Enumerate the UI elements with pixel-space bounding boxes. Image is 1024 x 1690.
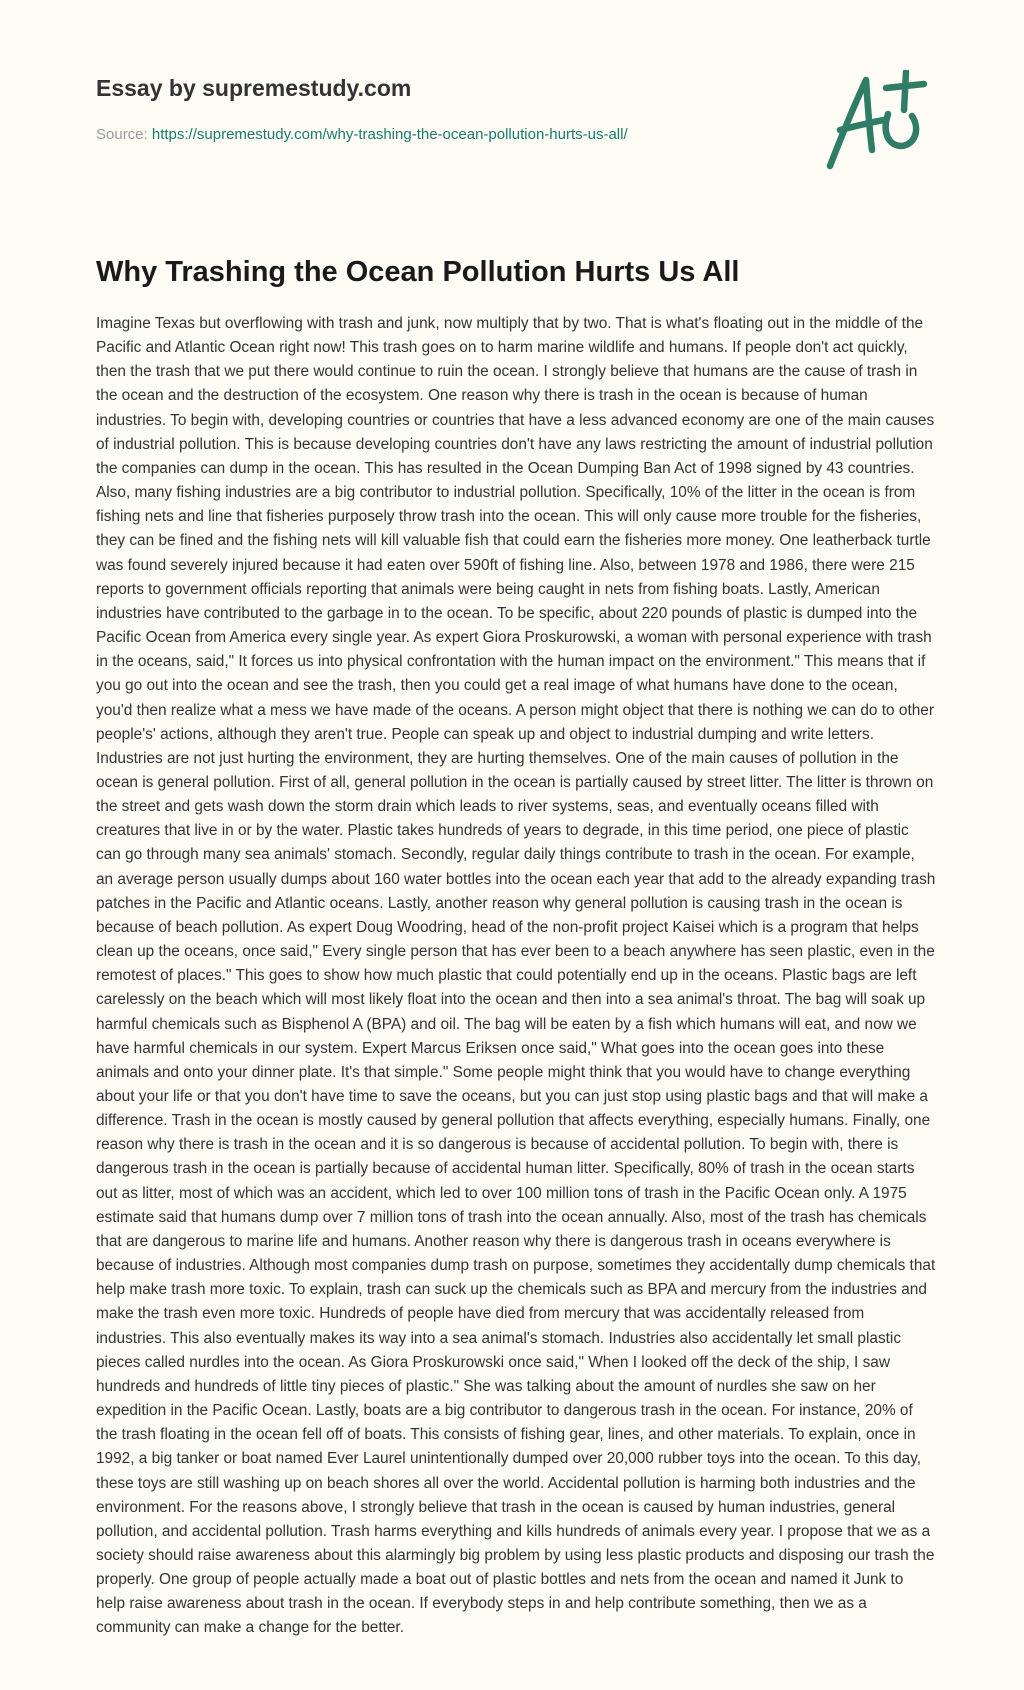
site-title: Essay by supremestudy.com [96,75,412,101]
page-header [96,74,796,144]
essay-title: Why Trashing the Ocean Pollution Hurts Us All [96,256,740,288]
source-link[interactable]: https://supremestudy.com/why-trashing-the-ocean-pollution-hurts-us-all/ [151,126,628,143]
a-plus-logo-icon [822,70,930,170]
source-line [96,126,796,144]
essay-body: Imagine Texas but overflowing with trash and junk, now multiply that by two. That is what's floating out in the middle of the Pacific and Atlantic Ocean right now! This trash goes on to harm marine wildlife and humans. If people don't act quickly, then the trash that we put there would continue to ruin the ocean. I strongly believe that humans are the cause of trash in the ocean and the destruction of the ecosystem. One reason why there is trash in the ocean is because of human industries. To begin with, developing countries or countries that have a less advanced economy are one of the main causes of industrial pollution. This is because developing countries don't have any laws restricting the amount of industrial pollution the companies can dump in the ocean. This has resulted in the Ocean Dumping Ban Act of 1998 signed by 43 countries. Also, many fishing industries are a big contributor to industrial pollution. Specifically, 10% of the litter in the ocean is from fishing nets and line that fisheries purposely throw trash into the ocean. This will only cause more trouble for the fisheries, they can be fined and the fishing nets will kill valuable fish that could earn the fisheries more money. One leatherback turtle was found severely injured because it had eaten over 590ft of fishing line. Also, between 1978 and 1986, there were 215 reports to government officials reporting that animals were being caught in nets from fishing boats. Lastly, American industries have contributed to the garbage in to the ocean. To be specific, about 220 pounds of plastic is dumped into the Pacific Ocean from America every single year. As expert Giora Proskurowski, a woman with personal experience with trash in the oceans, said," It forces us into physical confrontation with the human impact on the environment." This means that if you go out into the ocean and see the trash, then you could get a real image of what humans have done to the ocean, you'd then realize what a mess we have made of the oceans. A person might object that there is nothing we can do to other people's' actions, although they aren't true. People can speak up and object to industrial dumping and write letters. Industries are not just hurting the environment, they are hurting themselves. One of the main causes of pollution in the ocean is general pollution. First of all, general pollution in the ocean is partially caused by street litter. The litter is thrown on the street and gets wash down the storm drain which leads to river systems, seas, and eventually oceans filled with creatures that live in or by the water. Plastic takes hundreds of years to degrade, in this time period, one piece of plastic can go through many sea animals' stomach. Secondly, regular daily things contribute to trash in the ocean. For example, an average person usually dumps about 160 water bottles into the ocean each year that add to the already expanding trash patches in the Pacific and Atlantic oceans. Lastly, another reason why general pollution is causing trash in the ocean is because of beach pollution. As expert Doug Woodring, head of the non-profit project Kaisei which is a program that helps clean up the oceans, once said," Every single person that has ever been to a beach anywhere has seen plastic, even in the remotest of places." This goes to show how much plastic that could potentially end up in the oceans. Plastic bags are left carelessly on the beach which will most likely float into the ocean and then into a sea animal's throat. The bag will soak up harmful chemicals such as Bisphenol A (BPA) and oil. The bag will be eaten by a fish which humans will eat, and now we have harmful chemicals in our system. Expert Marcus Eriksen once said," What goes into the ocean goes into these animals and onto your dinner plate. It's that simple." Some people might think that you would have to change everything about your life or that you don't have time to save the oceans, but you can just stop using plastic bags and that will make a difference. Trash in the ocean is mostly caused by general pollution that affects everything, especially humans. Finally, one reason why there is trash in the ocean and it is so dangerous is because of accidental pollution. To begin with, there is dangerous trash in the ocean is partially because of accidental human litter. Specifically, 80% of trash in the ocean starts out as litter, most of which was an accident, which led to over 100 million tons of trash in the Pacific Ocean only. A 1975 estimate said that humans dump over 7 million tons of trash into the ocean annually. Also, most of the trash has chemicals that are dangerous to marine life and humans. Another reason why there is dangerous trash in oceans everywhere is because of industries. Although most companies dump trash on purpose, sometimes they accidentally dump chemicals that help make trash more toxic. To explain, trash can suck up the chemicals such as BPA and mercury from the industries and make the trash even more toxic. Hundreds of people have died from mercury that was accidentally released from industries. This also eventually makes its way into a sea animal's stomach. Industries also accidentally let small plastic pieces called nurdles into the ocean. As Giora Proskurowski once said," When I looked off the deck of the ship, I saw hundreds and hundreds of little tiny pieces of plastic." She was talking about the amount of nurdles she saw on her expedition in the Pacific Ocean. Lastly, boats are a big contributor to dangerous trash in the ocean. For instance, 20% of the trash floating in the ocean fell off of boats. This consists of fishing gear, lines, and other materials. To explain, once in 1992, a big tanker or boat named Ever Laurel unintentionally dumped over 20,000 rubber toys into the ocean. To this day, these toys are still washing up on beach shores all over the world. Accidental pollution is harming both industries and the environment. For the reasons above, I strongly believe that trash in the ocean is caused by human industries, general pollution, and accidental pollution. Trash harms everything and kills hundreds of animals every year. I propose that we as a society should raise awareness about this alarmingly big problem by using less plastic products and disposing our trash the properly. One group of people actually made a boat out of plastic bottles and nets from the ocean and named it Junk to help raise awareness about trash in the ocean. If everybody steps in and help contribute something, then we as a community can make a change for the better. [96,315,936,1637]
source-label: Source: [96,126,148,143]
